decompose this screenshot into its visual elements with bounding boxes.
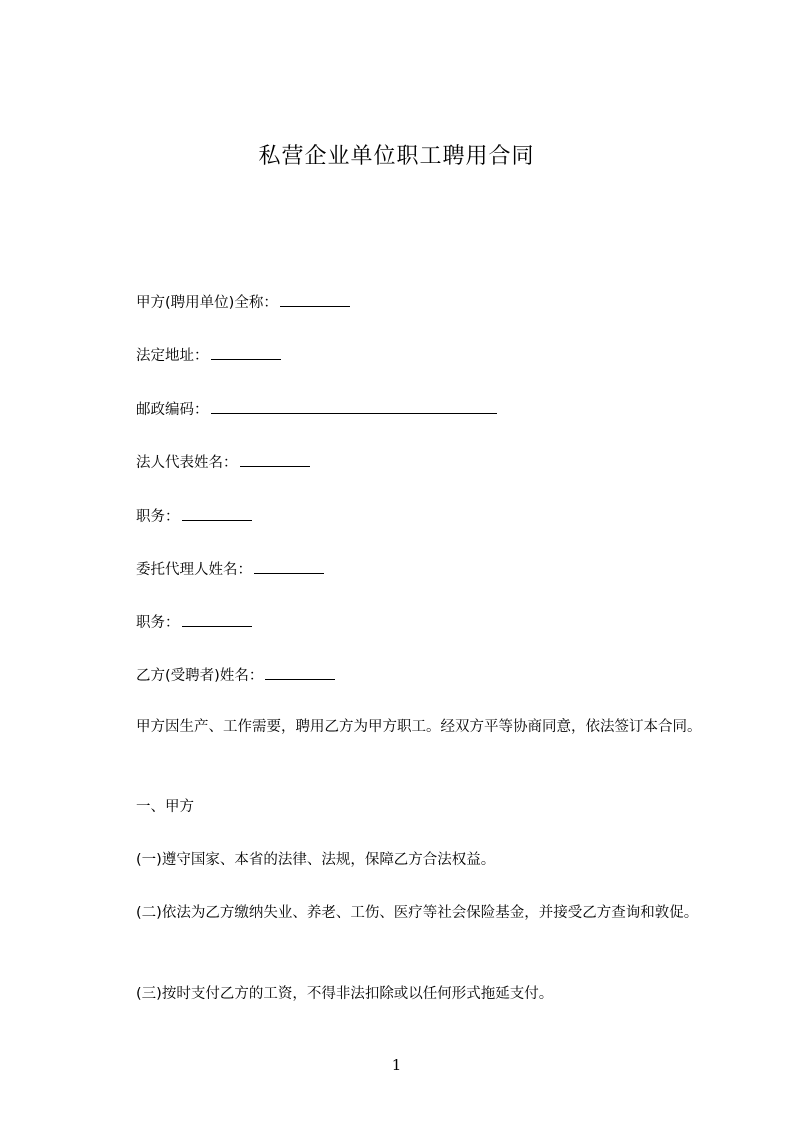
field-label: 职务： [136, 615, 180, 631]
blank-line [211, 398, 497, 414]
blank-line [254, 558, 324, 574]
field-label: 甲方(聘用单位)全称： [136, 295, 278, 311]
field-label: 邮政编码： [136, 402, 209, 418]
representative-position-field [136, 505, 252, 527]
blank-line [280, 291, 350, 307]
postal-code-field [136, 398, 497, 420]
legal-representative-field [136, 451, 310, 473]
blank-line [265, 664, 335, 680]
blank-line [182, 505, 252, 521]
blank-line [240, 451, 310, 467]
clause-3: (三)按时支付乙方的工资，不得非法扣除或以任何形式拖延支付。 [136, 986, 554, 1002]
page-number: 1 [391, 1056, 402, 1074]
field-label: 法人代表姓名： [136, 455, 238, 471]
blank-line [211, 344, 281, 360]
field-label: 委托代理人姓名： [136, 562, 252, 578]
clause-2: (二)依法为乙方缴纳失业、养老、工伤、医疗等社会保险基金，并接受乙方查询和敦促。 [136, 905, 699, 921]
document-title: 私营企业单位职工聘用合同 [258, 144, 535, 169]
section-heading: 一、甲方 [136, 799, 194, 815]
party-a-name-field [136, 291, 350, 313]
clause-1: (一)遵守国家、本省的法律、法规，保障乙方合法权益。 [136, 852, 496, 868]
party-b-name-field [136, 664, 335, 686]
agent-name-field [136, 558, 324, 580]
field-label: 法定地址： [136, 348, 209, 364]
field-label: 乙方(受聘者)姓名： [136, 668, 264, 684]
blank-line [182, 611, 252, 627]
intro-paragraph: 甲方因生产、工作需要，聘用乙方为甲方职工。经双方平等协商同意，依法签订本合同。 [136, 719, 702, 735]
agent-position-field [136, 611, 252, 633]
legal-address-field [136, 344, 281, 366]
field-label: 职务： [136, 509, 180, 525]
